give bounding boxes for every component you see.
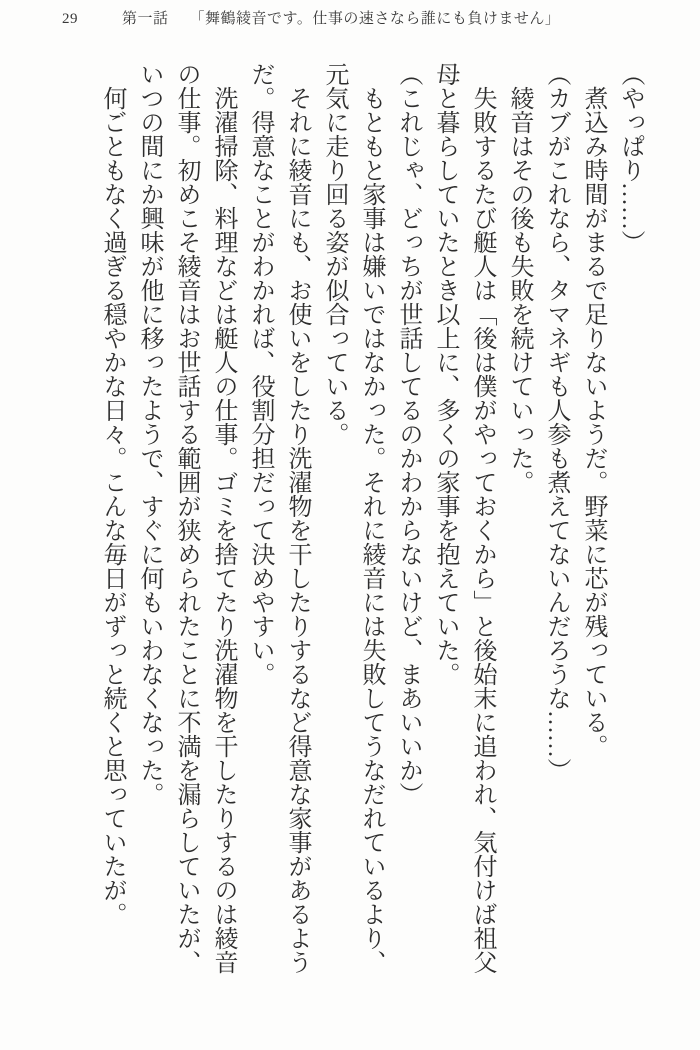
paragraph: それに綾音にも、お使いをしたり洗濯物を干したりするなど得意な家事があるようだ。得意なことがわかれば、役割分担だって決めやすい。 (247, 62, 310, 974)
chapter-title: 「舞鶴綾音です。仕事の速さなら誰にも負けません」 (189, 11, 561, 27)
paragraph: （これじゃ、どっちが世話してるのかわからないけど、まあいいか） (395, 62, 421, 806)
paragraph: （カブがこれなら、タマネギも人参も煮えてないんだろうな……） (543, 62, 569, 782)
chapter-label: 第一話 (122, 11, 169, 27)
paragraph: 洗濯掃除、料理などは艇人の仕事。ゴミを捨てたり洗濯物を干したりするのは綾音の仕事。初めこそ綾音はお世話する範囲が狭められたことに不満を漏らしていたが、いつの間にか興味が他に移ったようで、すぐに何もいわなくなった。 (136, 62, 236, 974)
running-header (62, 7, 560, 28)
paragraph: 煮込み時間がまるで足りないようだ。野菜に芯が残っている。 (580, 86, 606, 758)
paragraph: 何ごともなく過ぎる穏やかな日々。こんな毎日がずっと続くと思っていたが。 (99, 86, 125, 926)
paragraph: （やっぱり……） (617, 62, 643, 254)
paragraph: 失敗するたび艇人は「後は僕がやっておくから」と後始末に追われ、気付けば祖父母と暮らしていたとき以上に、多くの家事を抱えていた。 (432, 62, 495, 974)
page-number: 29 (62, 11, 78, 27)
paragraph: もともと家事は嫌いではなかった。それに綾音には失敗してうなだれているより、元気に走り回る姿が似合っている。 (321, 62, 384, 974)
paragraph: 綾音はその後も失敗を続けていった。 (506, 86, 532, 494)
body-text (93, 62, 648, 974)
